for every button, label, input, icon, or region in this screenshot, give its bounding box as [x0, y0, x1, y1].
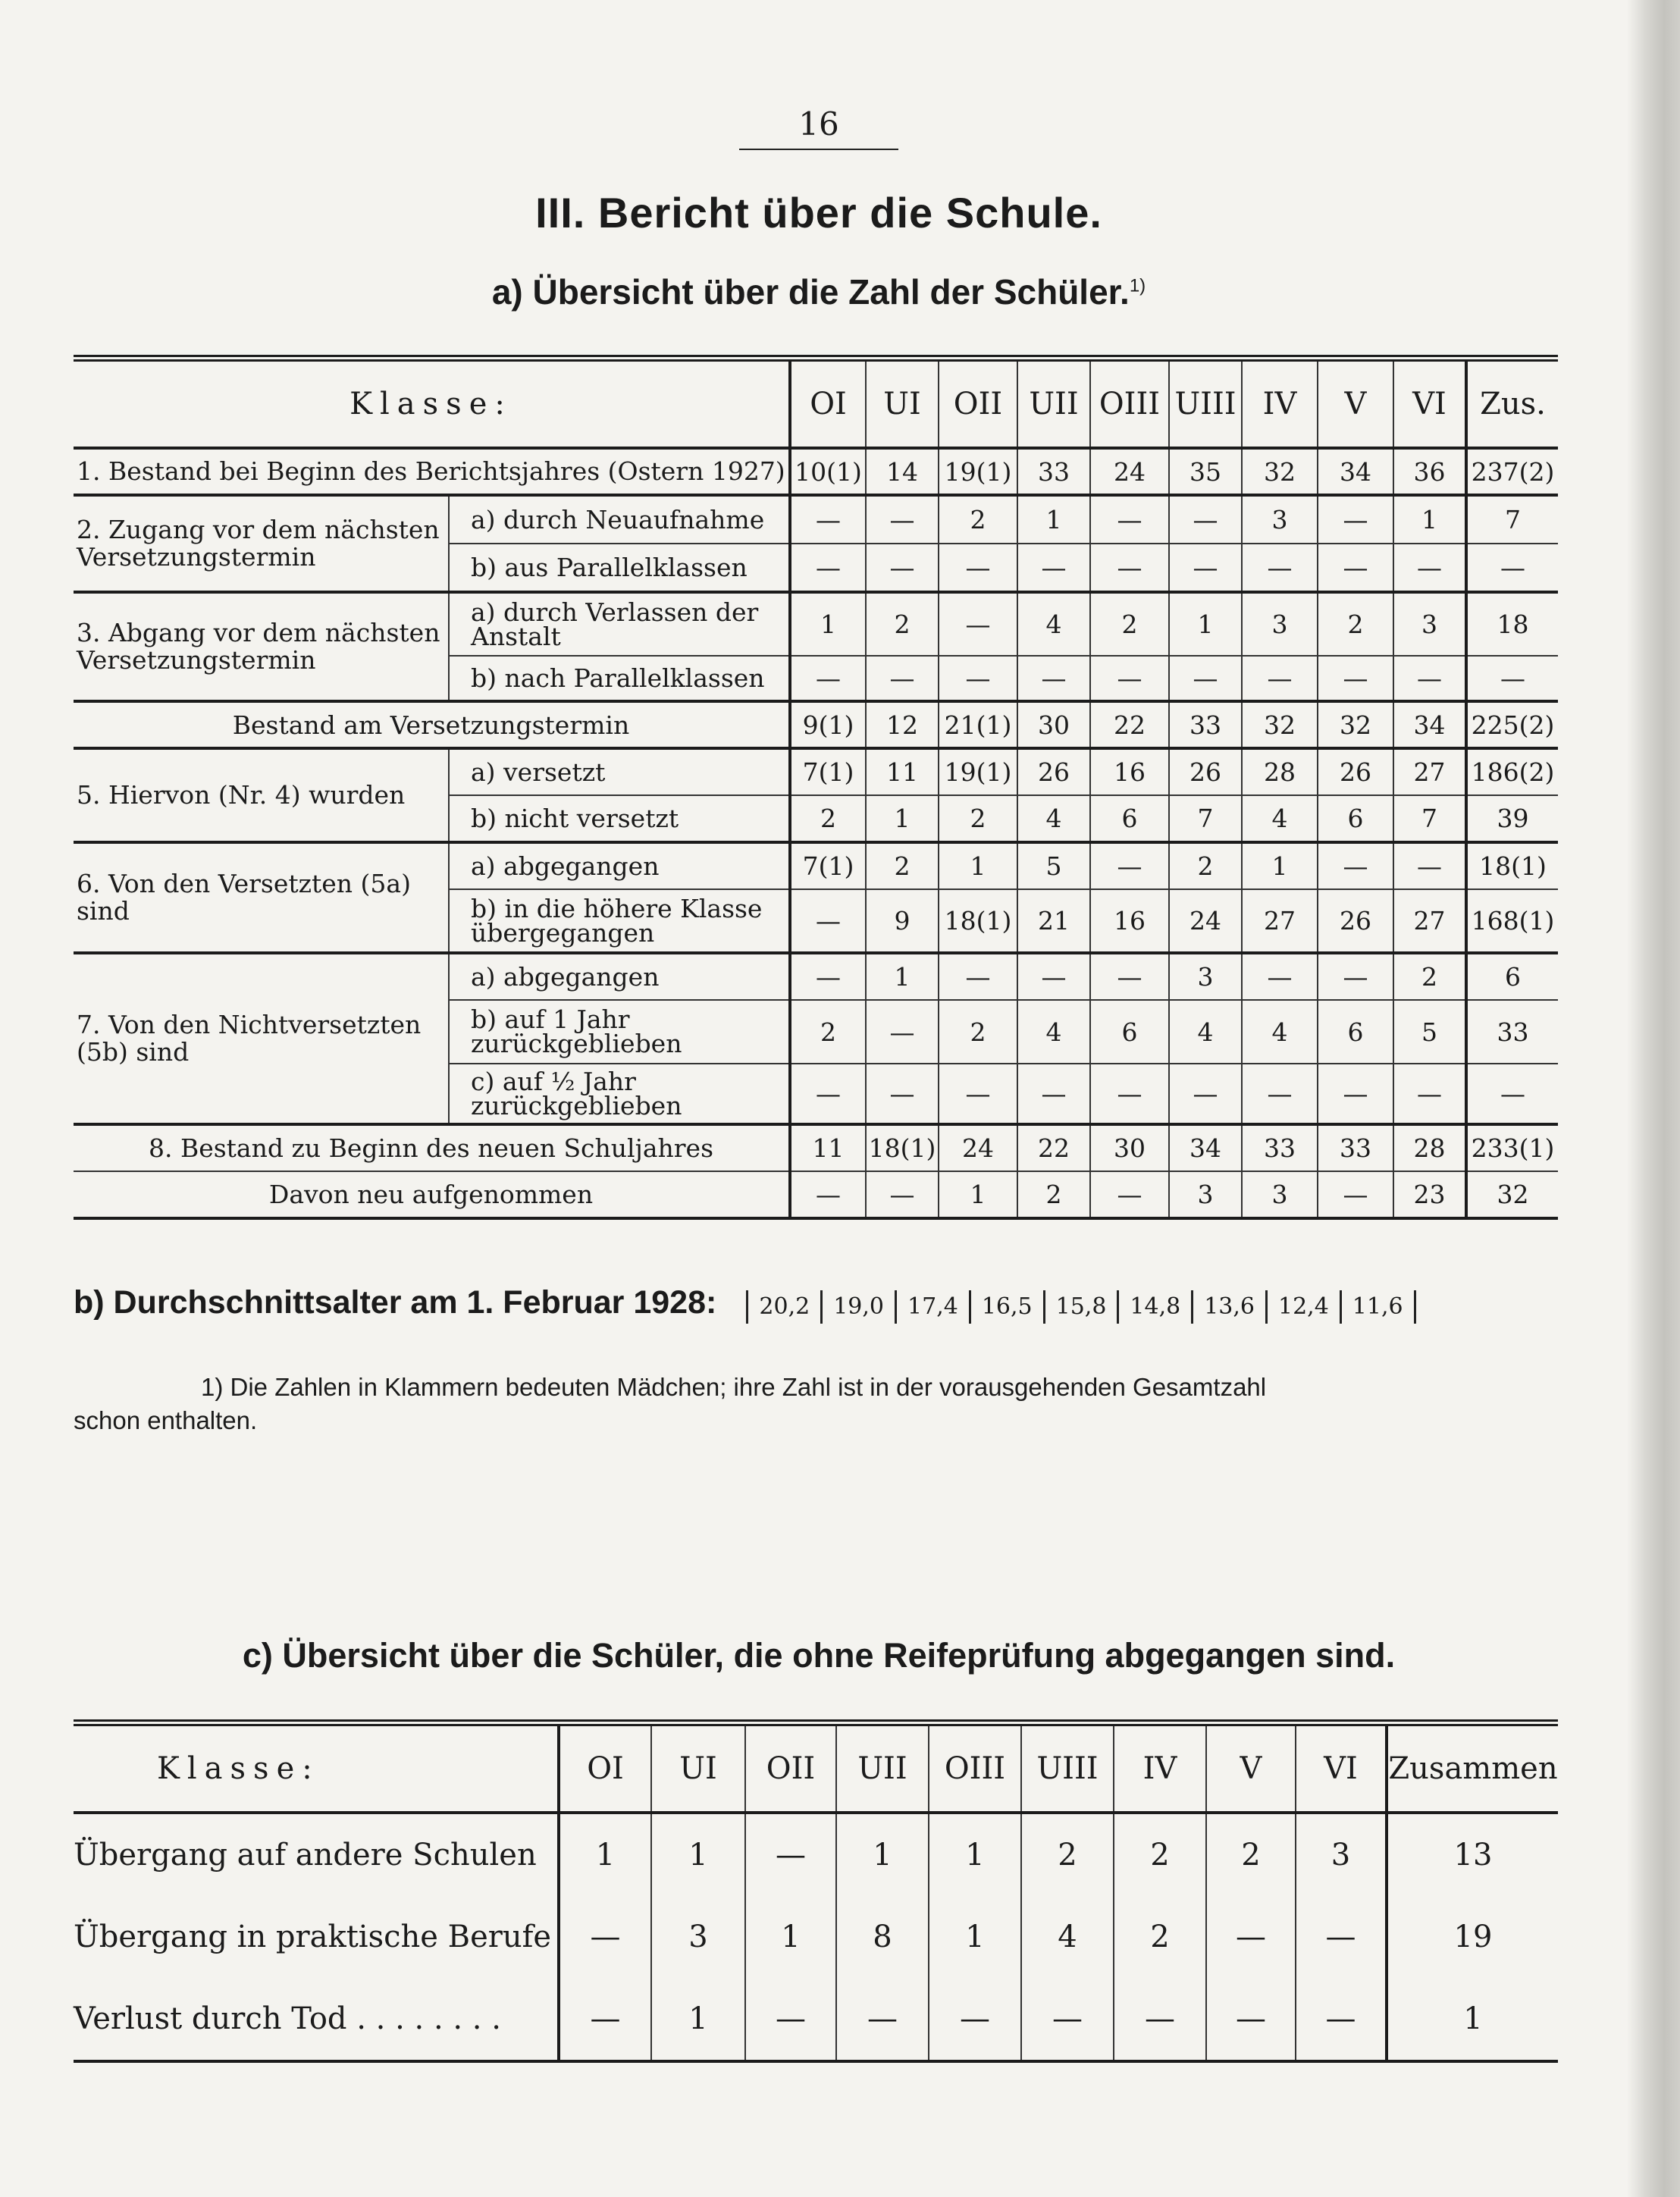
cell: 32: [1242, 701, 1318, 748]
row-label: Davon neu aufgenommen: [268, 1180, 594, 1209]
table-row: [74, 592, 1558, 656]
cell: 3: [1242, 1171, 1318, 1218]
cell: 33: [1466, 1000, 1558, 1064]
cell: —: [790, 953, 866, 1000]
footnote-line: schon enthalten.: [74, 1406, 258, 1434]
col-header: VI: [1296, 1723, 1387, 1813]
cell: 27: [1242, 889, 1318, 953]
cell: 23: [1393, 1171, 1466, 1218]
row-label: 3. Abgang vor dem nächsten Versetzungstermin: [74, 592, 449, 701]
table-row: [74, 701, 1558, 748]
cell: 18(1): [939, 889, 1017, 953]
row-label: Verlust durch Tod . . . . . . . .: [74, 2001, 501, 2036]
cell: —: [1318, 953, 1393, 1000]
cell: 4: [1017, 592, 1090, 656]
cell: 26: [1169, 748, 1242, 795]
row-label: 6. Von den Versetzten (5a) sind: [74, 842, 449, 953]
cell: 26: [1017, 748, 1090, 795]
cell: 39: [1466, 795, 1558, 842]
table-row: [74, 1896, 1558, 1978]
cell: —: [1017, 544, 1090, 592]
col-header: Zusammen: [1387, 1723, 1558, 1813]
cell: 8: [836, 1896, 929, 1978]
table-row: [74, 1124, 1558, 1171]
departures-table: [74, 1719, 1558, 2063]
cell: 1: [651, 1813, 745, 1896]
cell: 1: [1017, 495, 1090, 544]
cell: 18(1): [1466, 842, 1558, 889]
cell: 1: [1387, 1978, 1558, 2061]
cell: 3: [1169, 953, 1242, 1000]
row-sublabel: c) auf ½ Jahr zurückgeblieben: [449, 1064, 790, 1124]
cell: 16: [1090, 889, 1169, 953]
cell: 2: [1090, 592, 1169, 656]
col-header: Zus.: [1466, 359, 1558, 449]
cell: —: [1318, 1171, 1393, 1218]
cell: —: [1114, 1978, 1206, 2061]
col-header: VI: [1393, 359, 1466, 449]
cell: 2: [1017, 1171, 1090, 1218]
average-age-line: [74, 1280, 1514, 1325]
cell: —: [1318, 1064, 1393, 1124]
table-row: [74, 953, 1558, 1000]
cell: 30: [1017, 701, 1090, 748]
cell: —: [866, 544, 939, 592]
footnote-line: 1) Die Zahlen in Klammern bedeuten Mädchen; ihre Zahl ist in der vorausgehenden Gesamtzahl: [201, 1373, 1267, 1401]
cell: 1: [939, 1171, 1017, 1218]
cell: 28: [1393, 1124, 1466, 1171]
cell: 32: [1318, 701, 1393, 748]
cell: 2: [1169, 842, 1242, 889]
page-edge-shadow: [1627, 0, 1680, 2197]
cell: —: [1393, 842, 1466, 889]
cell: 34: [1318, 448, 1393, 495]
cell: —: [1090, 842, 1169, 889]
cell: 4: [1242, 1000, 1318, 1064]
cell: —: [866, 495, 939, 544]
footnote: [74, 1371, 1558, 1437]
cell: 233(1): [1466, 1124, 1558, 1171]
cell: 1: [929, 1813, 1021, 1896]
col-header: UI: [866, 359, 939, 449]
cell: 3: [1296, 1813, 1387, 1896]
cell: —: [1017, 656, 1090, 701]
cell: —: [745, 1978, 836, 2061]
cell: 1: [836, 1813, 929, 1896]
cell: —: [1318, 495, 1393, 544]
cell: 24: [1090, 448, 1169, 495]
age-value: 20,2: [746, 1290, 820, 1324]
cell: 5: [1017, 842, 1090, 889]
cell: 2: [790, 1000, 866, 1064]
cell: —: [790, 656, 866, 701]
average-age-label: b) Durchschnittsalter am 1. Februar 1928:: [74, 1284, 717, 1321]
cell: 24: [939, 1124, 1017, 1171]
cell: 19(1): [939, 748, 1017, 795]
table-row: [74, 1813, 1558, 1896]
cell: 1: [559, 1813, 651, 1896]
cell: 22: [1017, 1124, 1090, 1171]
cell: 2: [1021, 1813, 1114, 1896]
cell: 6: [1318, 1000, 1393, 1064]
cell: 237(2): [1466, 448, 1558, 495]
age-value: 19,0: [820, 1290, 895, 1324]
col-header: OII: [745, 1723, 836, 1813]
cell: 14: [866, 448, 939, 495]
cell: 1: [1393, 495, 1466, 544]
cell: 4: [1021, 1896, 1114, 1978]
cell: —: [1090, 495, 1169, 544]
cell: 32: [1466, 1171, 1558, 1218]
cell: —: [1318, 544, 1393, 592]
cell: —: [1393, 656, 1466, 701]
col-header: OIII: [1090, 359, 1169, 449]
cell: 6: [1466, 953, 1558, 1000]
cell: 9: [866, 889, 939, 953]
cell: 11: [790, 1124, 866, 1171]
cell: —: [1318, 842, 1393, 889]
col-header: UIII: [1169, 359, 1242, 449]
footnote-mark: 1): [1129, 275, 1146, 296]
cell: —: [939, 656, 1017, 701]
cell: —: [939, 544, 1017, 592]
cell: 5: [1393, 1000, 1466, 1064]
cell: 30: [1090, 1124, 1169, 1171]
cell: —: [1242, 656, 1318, 701]
cell: 6: [1318, 795, 1393, 842]
cell: 1: [866, 795, 939, 842]
cell: 27: [1393, 889, 1466, 953]
col-header: OI: [559, 1723, 651, 1813]
cell: —: [1169, 544, 1242, 592]
cell: —: [559, 1896, 651, 1978]
cell: —: [1393, 1064, 1466, 1124]
cell: —: [1090, 1064, 1169, 1124]
cell: 1: [745, 1896, 836, 1978]
cell: 1: [866, 953, 939, 1000]
cell: 6: [1090, 1000, 1169, 1064]
col-header: OIII: [929, 1723, 1021, 1813]
cell: —: [1021, 1978, 1114, 2061]
table-row: [74, 748, 1558, 795]
cell: 2: [1114, 1896, 1206, 1978]
col-header: V: [1318, 359, 1393, 449]
cell: 4: [1169, 1000, 1242, 1064]
table-row: [74, 1978, 1558, 2061]
cell: 4: [1017, 795, 1090, 842]
row-label: 7. Von den Nichtversetzten (5b) sind: [74, 953, 449, 1124]
cell: —: [1206, 1978, 1296, 2061]
table-row: [74, 842, 1558, 889]
cell: 3: [1393, 592, 1466, 656]
cell: —: [790, 889, 866, 953]
cell: 7(1): [790, 748, 866, 795]
cell: —: [1466, 656, 1558, 701]
cell: 21: [1017, 889, 1090, 953]
cell: 11: [866, 748, 939, 795]
row-label: Übergang in praktische Berufe: [74, 1920, 552, 1954]
section-a-title: [0, 271, 1638, 312]
row-sublabel: b) in die höhere Klasse übergegangen: [449, 889, 790, 953]
table-header-row: [74, 1723, 1558, 1813]
table-row: [74, 1171, 1558, 1218]
cell: —: [745, 1813, 836, 1896]
cell: 32: [1242, 448, 1318, 495]
cell: 168(1): [1466, 889, 1558, 953]
cell: 1: [1242, 842, 1318, 889]
row-sublabel: a) durch Verlassen der Anstalt: [449, 592, 790, 656]
cell: —: [1466, 1064, 1558, 1124]
cell: 10(1): [790, 448, 866, 495]
page-number: 16: [798, 105, 839, 143]
row-sublabel: a) versetzt: [449, 748, 790, 795]
col-header: V: [1206, 1723, 1296, 1813]
cell: —: [866, 1171, 939, 1218]
col-header: IV: [1114, 1723, 1206, 1813]
row-label: Übergang auf andere Schulen: [74, 1838, 537, 1873]
cell: 19: [1387, 1896, 1558, 1978]
cell: 1: [1169, 592, 1242, 656]
cell: —: [1090, 953, 1169, 1000]
cell: 13: [1387, 1813, 1558, 1896]
cell: 2: [939, 795, 1017, 842]
cell: 12: [866, 701, 939, 748]
cell: 186(2): [1466, 748, 1558, 795]
cell: —: [790, 544, 866, 592]
student-count-table: [74, 355, 1558, 1220]
age-value: 13,6: [1191, 1290, 1265, 1324]
cell: 35: [1169, 448, 1242, 495]
cell: —: [1017, 953, 1090, 1000]
section-c-title: c) Übersicht über die Schüler, die ohne Reifeprüfung abgegangen sind.: [242, 1636, 1396, 1675]
cell: 33: [1017, 448, 1090, 495]
col-header: UII: [836, 1723, 929, 1813]
cell: —: [1296, 1896, 1387, 1978]
row-sublabel: b) nicht versetzt: [449, 795, 790, 842]
cell: 26: [1318, 748, 1393, 795]
cell: 6: [1090, 795, 1169, 842]
cell: —: [1296, 1978, 1387, 2061]
cell: 2: [866, 842, 939, 889]
col-header: UIII: [1021, 1723, 1114, 1813]
cell: 4: [1242, 795, 1318, 842]
cell: 34: [1169, 1124, 1242, 1171]
cell: —: [1169, 656, 1242, 701]
cell: 1: [651, 1978, 745, 2061]
row-label: 2. Zugang vor dem nächsten Versetzungstermin: [74, 495, 449, 592]
cell: 2: [1206, 1813, 1296, 1896]
cell: —: [1466, 544, 1558, 592]
cell: —: [1017, 1064, 1090, 1124]
cell: 2: [939, 495, 1017, 544]
cell: 18(1): [866, 1124, 939, 1171]
klasse-header: Klasse:: [74, 359, 790, 449]
cell: 33: [1318, 1124, 1393, 1171]
cell: 1: [939, 842, 1017, 889]
section-a-title-text: a) Übersicht über die Zahl der Schüler.: [491, 272, 1130, 312]
cell: 33: [1242, 1124, 1318, 1171]
cell: 2: [1393, 953, 1466, 1000]
cell: —: [866, 1000, 939, 1064]
cell: —: [939, 1064, 1017, 1124]
cell: —: [1393, 544, 1466, 592]
cell: 16: [1090, 748, 1169, 795]
cell: 1: [790, 592, 866, 656]
row-sublabel: b) nach Parallelklassen: [449, 656, 790, 701]
row-label: 1. Bestand bei Beginn des Berichtsjahres (Ostern 1927): [74, 448, 790, 495]
age-value: 14,8: [1117, 1290, 1191, 1324]
cell: —: [1169, 495, 1242, 544]
col-header: UI: [651, 1723, 745, 1813]
cell: 24: [1169, 889, 1242, 953]
cell: —: [929, 1978, 1021, 2061]
cell: —: [1090, 544, 1169, 592]
cell: 1: [929, 1896, 1021, 1978]
cell: 2: [1318, 592, 1393, 656]
cell: —: [1090, 1171, 1169, 1218]
age-value: 15,8: [1043, 1290, 1117, 1324]
cell: 225(2): [1466, 701, 1558, 748]
cell: —: [939, 592, 1017, 656]
cell: 7: [1169, 795, 1242, 842]
cell: 19(1): [939, 448, 1017, 495]
cell: —: [790, 1171, 866, 1218]
cell: 7: [1466, 495, 1558, 544]
row-label: Bestand am Versetzungstermin: [74, 701, 790, 748]
cell: —: [939, 953, 1017, 1000]
cell: 34: [1393, 701, 1466, 748]
cell: 27: [1393, 748, 1466, 795]
col-header: IV: [1242, 359, 1318, 449]
cell: 36: [1393, 448, 1466, 495]
cell: —: [790, 1064, 866, 1124]
cell: 7: [1393, 795, 1466, 842]
cell: —: [866, 656, 939, 701]
row-sublabel: b) auf 1 Jahr zurückgeblieben: [449, 1000, 790, 1064]
table-row: [74, 495, 1558, 544]
cell: 28: [1242, 748, 1318, 795]
row-sublabel: a) durch Neuaufnahme: [449, 495, 790, 544]
cell: —: [836, 1978, 929, 2061]
cell: 7(1): [790, 842, 866, 889]
page-number-rule: [739, 149, 898, 150]
col-header: OII: [939, 359, 1017, 449]
cell: 4: [1017, 1000, 1090, 1064]
table-header-row: [74, 359, 1558, 449]
cell: —: [1242, 544, 1318, 592]
cell: 3: [1169, 1171, 1242, 1218]
row-label: 8. Bestand zu Beginn des neuen Schuljahres: [74, 1124, 790, 1171]
cell: 3: [1242, 592, 1318, 656]
row-sublabel: a) abgegangen: [449, 842, 790, 889]
age-value: 11,6: [1340, 1290, 1416, 1324]
cell: —: [1206, 1896, 1296, 1978]
cell: 2: [866, 592, 939, 656]
klasse-header: Klasse:: [74, 1723, 559, 1813]
cell: 2: [790, 795, 866, 842]
page-title: III. Bericht über die Schule.: [535, 189, 1102, 237]
cell: —: [559, 1978, 651, 2061]
cell: 18: [1466, 592, 1558, 656]
cell: 21(1): [939, 701, 1017, 748]
age-value: 12,4: [1265, 1290, 1340, 1324]
col-header: UII: [1017, 359, 1090, 449]
cell: —: [1169, 1064, 1242, 1124]
cell: —: [1242, 1064, 1318, 1124]
row-sublabel: b) aus Parallelklassen: [449, 544, 790, 592]
cell: 2: [939, 1000, 1017, 1064]
cell: 9(1): [790, 701, 866, 748]
cell: —: [866, 1064, 939, 1124]
col-header: OI: [790, 359, 866, 449]
age-value: 17,4: [895, 1290, 969, 1324]
cell: 2: [1114, 1813, 1206, 1896]
cell: —: [1318, 656, 1393, 701]
table-row: [74, 448, 1558, 495]
cell: 22: [1090, 701, 1169, 748]
age-value: 16,5: [969, 1290, 1043, 1324]
cell: 26: [1318, 889, 1393, 953]
cell: 3: [1242, 495, 1318, 544]
row-sublabel: a) abgegangen: [449, 953, 790, 1000]
cell: 33: [1169, 701, 1242, 748]
cell: —: [790, 495, 866, 544]
cell: —: [1090, 656, 1169, 701]
cell: 3: [651, 1896, 745, 1978]
row-label: 5. Hiervon (Nr. 4) wurden: [74, 748, 449, 842]
cell: —: [1242, 953, 1318, 1000]
